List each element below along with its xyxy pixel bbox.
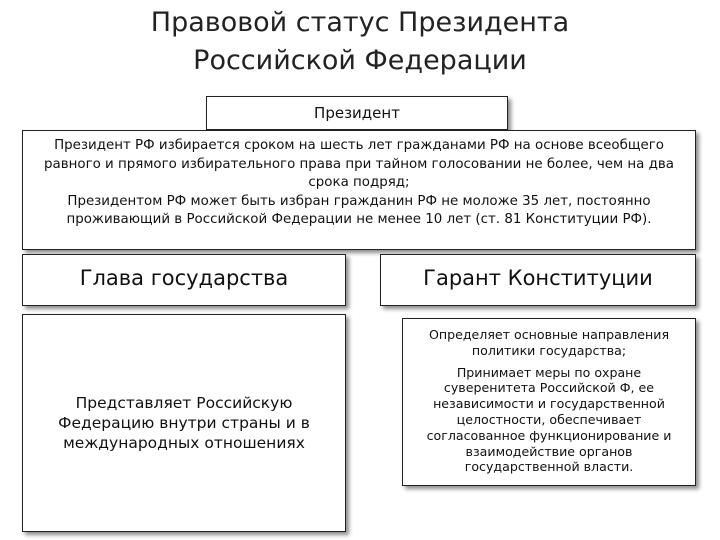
head-of-state-heading: Глава государства [79,266,289,290]
page-title [0,4,720,80]
page-title-line-2: Российской Федерации [193,45,527,76]
election-term-text: Президент РФ избирается сроком на шесть лет гражданами РФ на основе всеобщего равного и прямого избирательного права при тайном голосовании не более, чем на два срока подряд; [44,138,674,190]
president-box [206,96,508,130]
page-title-line-1: Правовой статус Президента [150,7,570,38]
head-of-state-description: Представляет Российскую Федерацию внутри страны и в международных отношениях [58,394,310,452]
election-info-box [22,130,696,250]
constitution-guarantor-heading: Гарант Конституции [423,266,653,290]
constitution-guarantor-description-box [402,318,696,486]
eligibility-text: Президентом РФ может быть избран гражданин РФ не моложе 35 лет, постоянно проживающий в Российской Федерации не менее 10 лет (ст. 81 Конституции РФ). [66,193,652,227]
constitution-guarantor-box [380,254,696,306]
head-of-state-box [22,254,346,306]
sovereignty-measures-text: Принимает меры по охране суверенитета Российской Ф, ее независимости и государственной целостности, обеспечивает согласованное функционирование и взаимодействие органов государственной власти. [426,364,672,475]
policy-directions-text: Определяет основные направления политики государства; [428,327,670,358]
head-of-state-description-box [22,314,346,532]
president-label: Президент [314,104,400,122]
